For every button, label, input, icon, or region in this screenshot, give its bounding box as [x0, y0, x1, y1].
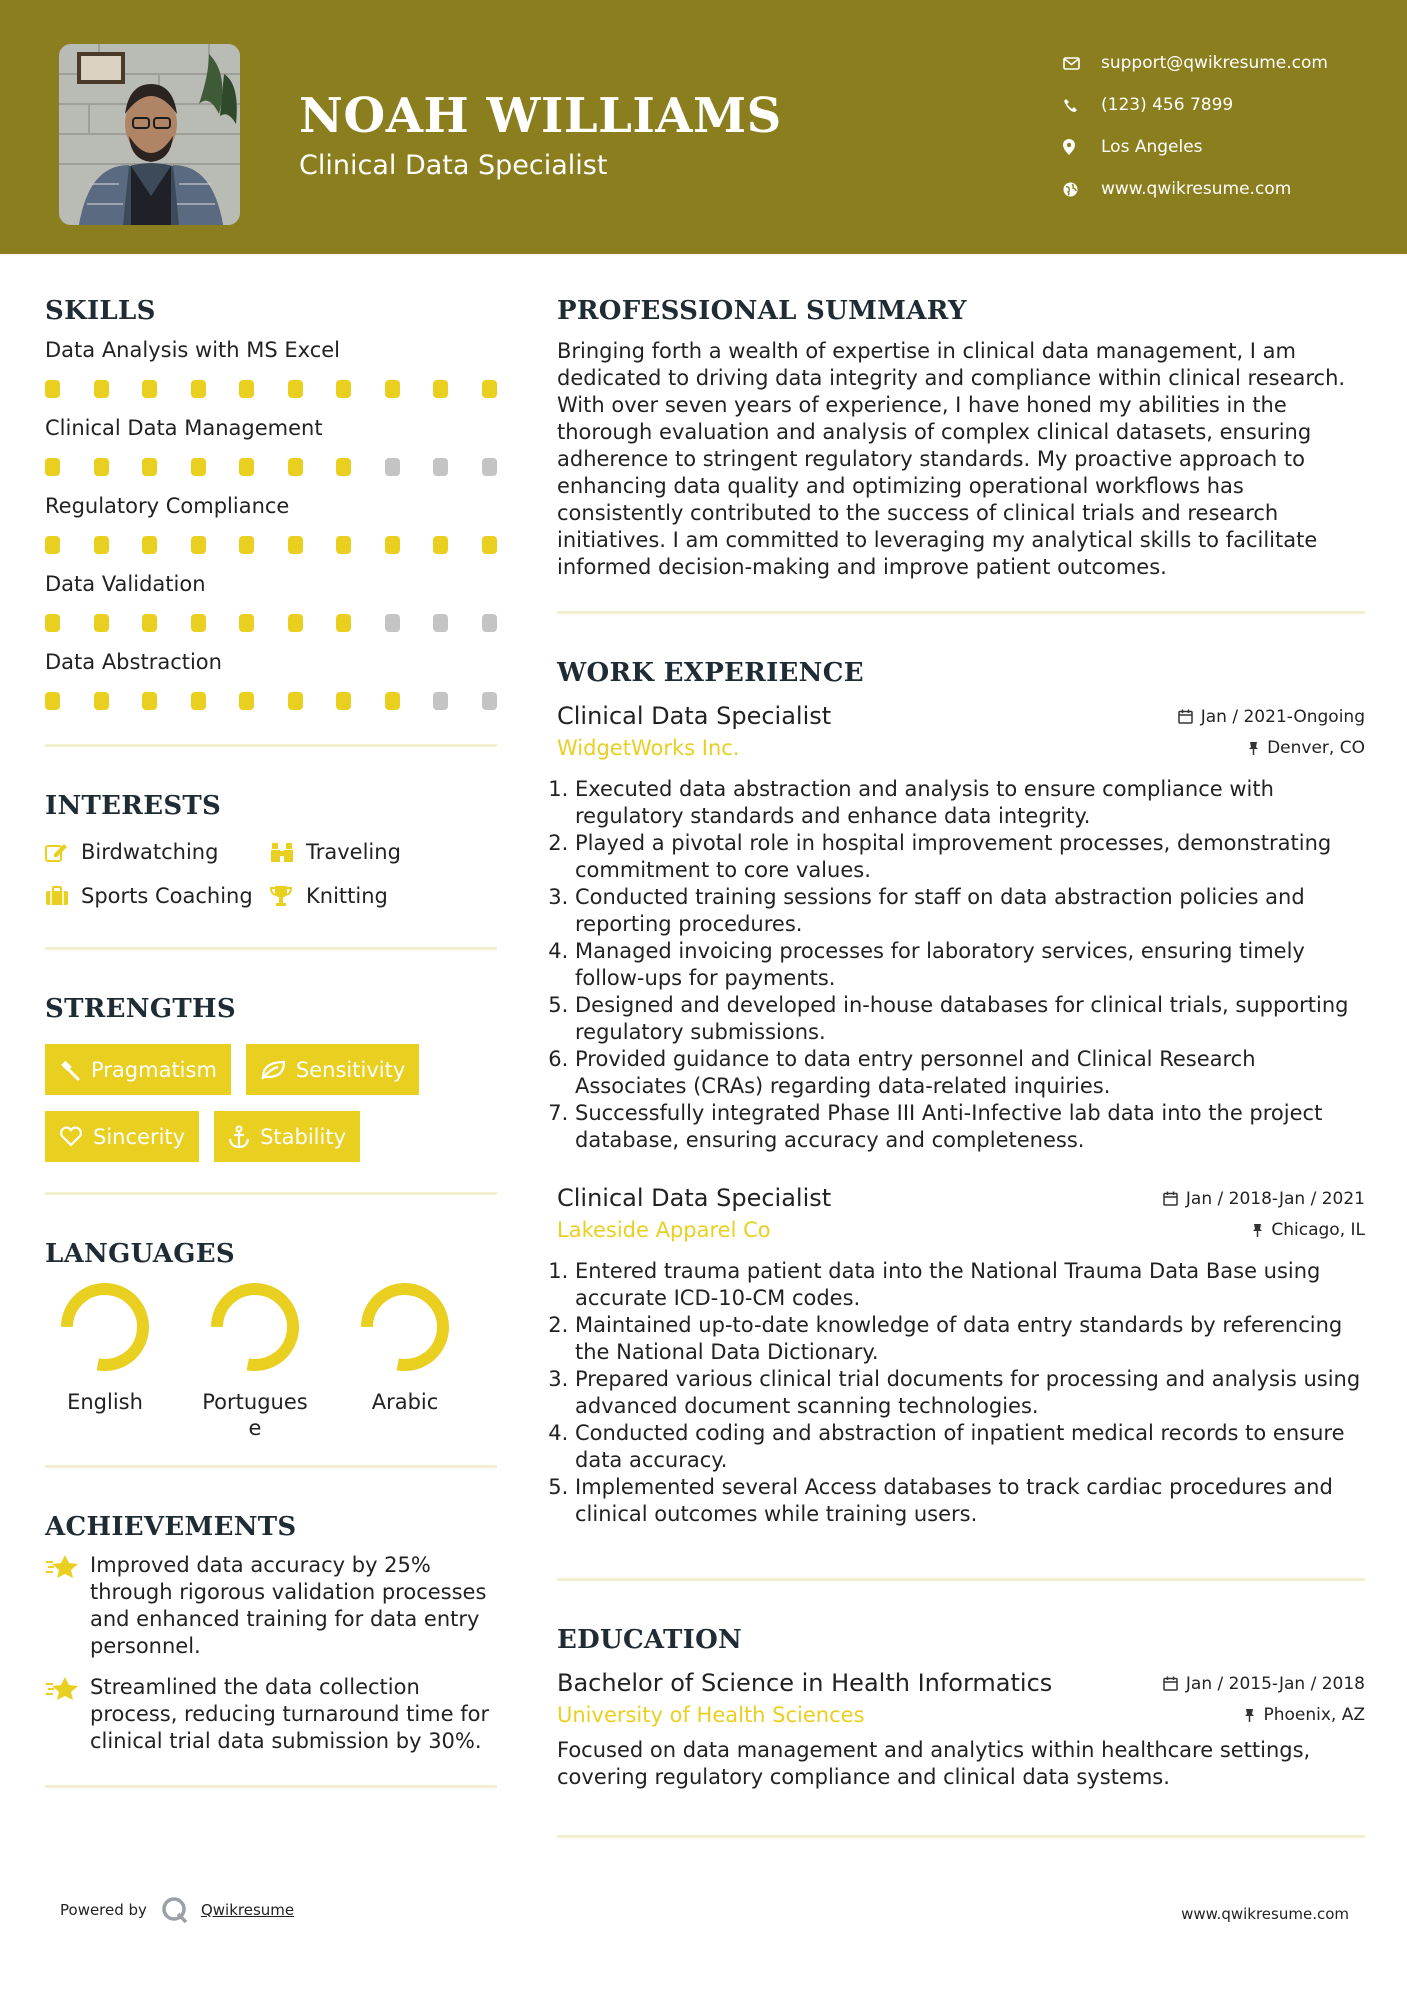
skill-rating: [45, 692, 497, 710]
skill-dot: [239, 692, 254, 710]
skill-rating: [45, 536, 497, 554]
education-dates: [1163, 1674, 1365, 1694]
interest-item: [45, 837, 270, 867]
skill-dot: [239, 536, 254, 554]
languages-heading: LANGUAGES: [45, 1239, 235, 1269]
skill-item: [45, 494, 497, 554]
globe-icon: [1063, 182, 1101, 197]
skill-dot: [288, 380, 303, 398]
trophy-icon: [270, 885, 306, 907]
duty-item: 6. Provided guidance to data entry personnel and Clinical Research Associates (CRAs) regarding data-related inquiries.: [575, 1046, 1365, 1100]
footer-url[interactable]: www.qwikresume.com: [1181, 1905, 1349, 1923]
job-entry: [557, 1184, 1365, 1528]
job-location-text: Denver, CO: [1267, 738, 1365, 758]
language-level-ring: [355, 1277, 455, 1377]
strength-label: Stability: [260, 1124, 347, 1149]
summary-text: Bringing forth a wealth of expertise in clinical data management, I am dedicated to driving data integrity and compliance within clinical research. With over seven years of experience, I have honed my abilities in the thorough evaluation and analysis of complex clinical datasets, ensuring adherence to stringent regulatory standards. My proactive approach to enhancing data quality and optimizing operational workflows has consistently contributed to the success of clinical trials and research initiatives. I am committed to leveraging my analytical skills to facilitate informed decision-making and improve patient outcomes.: [557, 339, 1346, 579]
duty-item: 4. Conducted coding and abstraction of inpatient medical records to ensure data accuracy.: [575, 1420, 1365, 1474]
duty-item: 1. Entered trauma patient data into the National Trauma Data Base using accurate ICD-10-CM codes.: [575, 1258, 1365, 1312]
interest-label: Knitting: [306, 884, 388, 908]
interests-section: [45, 791, 497, 911]
skill-dot: [142, 380, 157, 398]
summary-heading: PROFESSIONAL SUMMARY: [557, 296, 967, 326]
achievements-section: [45, 1512, 497, 1755]
skill-dot: [142, 536, 157, 554]
skill-rating: [45, 458, 497, 476]
duty-item: 4. Managed invoicing processes for laboratory services, ensuring timely follow-ups for payments.: [575, 938, 1365, 992]
job-location-text: Chicago, IL: [1271, 1220, 1365, 1240]
education-location: [1244, 1705, 1365, 1725]
skill-name: Regulatory Compliance: [45, 494, 290, 518]
education-location-text: Phoenix, AZ: [1263, 1705, 1365, 1725]
education-dates-text: Jan / 2015-Jan / 2018: [1185, 1673, 1365, 1694]
skill-dot: [482, 458, 497, 476]
briefcase-icon: [45, 886, 81, 906]
summary-section: [557, 296, 1365, 581]
contact-location-text: Los Angeles: [1101, 137, 1203, 157]
interests-heading: INTERESTS: [45, 791, 222, 821]
skill-dot: [336, 458, 351, 476]
job-entry: [557, 702, 1365, 1154]
calendar-icon: [1163, 1676, 1178, 1691]
education-section: [557, 1625, 1365, 1791]
language-item: [45, 1277, 165, 1415]
skill-dot: [45, 536, 60, 554]
job-dates-text: Jan / 2021-Ongoing: [1200, 706, 1365, 727]
skill-dot: [45, 458, 60, 476]
envelope-icon: [1063, 57, 1101, 70]
section-divider: [45, 947, 497, 950]
skill-dot: [433, 380, 448, 398]
skill-dot: [336, 614, 351, 632]
calendar-icon: [1178, 709, 1193, 724]
job-dates: [1178, 707, 1365, 727]
skill-dot: [482, 692, 497, 710]
skill-dot: [191, 536, 206, 554]
skill-name: Clinical Data Management: [45, 416, 323, 440]
school-name: University of Health Sciences: [557, 1703, 865, 1727]
skill-dot: [191, 614, 206, 632]
strengths-heading: STRENGTHS: [45, 994, 236, 1024]
skill-dot: [45, 692, 60, 710]
language-level-arc: [67, 1289, 143, 1365]
skill-dot: [433, 692, 448, 710]
footer-powered-by: [60, 1896, 294, 1924]
strengths-section: [45, 994, 497, 1162]
skill-dot: [385, 536, 400, 554]
skill-name: Data Abstraction: [45, 650, 222, 674]
skills-heading: SKILLS: [45, 296, 156, 326]
achievements-heading: ACHIEVEMENTS: [45, 1512, 297, 1542]
qwikresume-logo-icon: [161, 1896, 189, 1924]
contact-email-text: support@qwikresume.com: [1101, 53, 1328, 73]
skill-dot: [94, 380, 109, 398]
duty-item: 5. Implemented several Access databases to track cardiac procedures and clinical outcomes while training users.: [575, 1474, 1365, 1528]
skill-dot: [433, 614, 448, 632]
contact-email[interactable]: [1063, 42, 1328, 84]
interest-item: [45, 881, 270, 911]
strength-tag: [214, 1111, 360, 1162]
degree-title: Bachelor of Science in Health Informatics: [557, 1669, 1053, 1697]
achievement-text: Improved data accuracy by 25% through rigorous validation processes and enhanced training for data entry personnel.: [90, 1553, 487, 1658]
strength-tag: [45, 1111, 199, 1162]
language-name: [195, 1389, 315, 1441]
candidate-title: Clinical Data Specialist: [299, 150, 608, 181]
skill-dot: [336, 536, 351, 554]
strength-label: Sincerity: [93, 1124, 186, 1149]
skill-dot: [288, 692, 303, 710]
candidate-name: NOAH WILLIAMS: [299, 88, 782, 144]
skill-dot: [94, 692, 109, 710]
job-location: [1252, 1220, 1365, 1240]
skill-dot: [385, 614, 400, 632]
education-heading: EDUCATION: [557, 1625, 743, 1655]
skill-dot: [191, 458, 206, 476]
strength-tag: [246, 1044, 419, 1095]
pushpin-icon: [1248, 741, 1259, 756]
interest-label: Sports Coaching: [81, 884, 253, 908]
resume-header: [0, 0, 1407, 254]
interest-label: Traveling: [306, 840, 401, 864]
gavel-icon: [59, 1059, 81, 1081]
qwikresume-link[interactable]: Qwikresume: [200, 1901, 295, 1919]
section-divider: [45, 1192, 497, 1195]
skill-dot: [239, 380, 254, 398]
skill-dot: [433, 458, 448, 476]
skill-dot: [142, 692, 157, 710]
skill-dot: [45, 380, 60, 398]
strength-label: Pragmatism: [91, 1057, 217, 1082]
job-title: Clinical Data Specialist: [557, 702, 832, 730]
contact-phone[interactable]: [1063, 84, 1328, 126]
duty-item: 3. Prepared various clinical trial documents for processing and analysis using advanced document scanning technologies.: [575, 1366, 1365, 1420]
skill-item: [45, 338, 497, 398]
skill-dot: [482, 536, 497, 554]
skill-dot: [94, 614, 109, 632]
section-divider: [45, 1785, 497, 1788]
skill-dot: [239, 458, 254, 476]
duty-item: 2. Maintained up-to-date knowledge of data entry standards by referencing the National Data Dictionary.: [575, 1312, 1365, 1366]
heart-icon: [59, 1126, 83, 1147]
skill-name: Data Validation: [45, 572, 206, 596]
experience-section: [557, 658, 1365, 1528]
right-column: [557, 296, 1365, 1838]
section-divider: [557, 611, 1365, 614]
language-level-ring: [205, 1277, 305, 1377]
skill-dot: [288, 458, 303, 476]
job-duties: [557, 1258, 1365, 1528]
skill-dot: [239, 614, 254, 632]
skill-dot: [482, 614, 497, 632]
interest-item: [270, 881, 497, 911]
job-duties: [557, 776, 1365, 1154]
binoculars-icon: [270, 841, 306, 863]
interest-item: [270, 837, 497, 867]
language-level-arc: [217, 1289, 293, 1365]
anchor-icon: [228, 1125, 250, 1149]
contact-location: [1063, 126, 1328, 168]
skill-dot: [288, 614, 303, 632]
skill-dot: [191, 380, 206, 398]
section-divider: [45, 1465, 497, 1468]
skill-dot: [191, 692, 206, 710]
duty-item: 7. Successfully integrated Phase III Anti-Infective lab data into the project database, ensuring accuracy and completeness.: [575, 1100, 1365, 1154]
skill-dot: [142, 614, 157, 632]
education-description: Focused on data management and analytics within healthcare settings, covering regulatory compliance and clinical data systems.: [557, 1738, 1311, 1789]
profile-photo-image: [59, 44, 240, 225]
duty-item: 2. Played a pivotal role in hospital improvement processes, demonstrating commitment to core values.: [575, 830, 1365, 884]
left-column: [45, 296, 497, 1788]
duty-item: 3. Conducted training sessions for staff on data abstraction policies and reporting procedures.: [575, 884, 1365, 938]
achievement-item: [45, 1552, 497, 1660]
duty-item: 1. Executed data abstraction and analysis to ensure compliance with regulatory standards and enhance data integrity.: [575, 776, 1365, 830]
pencil-square-icon: [45, 842, 81, 862]
language-name-text: Portuguese: [202, 1390, 308, 1440]
section-divider: [45, 744, 497, 747]
contact-list: [1063, 42, 1328, 210]
skill-dot: [94, 458, 109, 476]
language-name: Arabic: [371, 1390, 439, 1414]
skill-item: [45, 416, 497, 476]
language-item: [195, 1277, 315, 1441]
skill-rating: [45, 614, 497, 632]
map-pin-icon: [1063, 139, 1101, 155]
duty-item: 5. Designed and developed in-house databases for clinical trials, supporting regulatory submissions.: [575, 992, 1365, 1046]
skill-dot: [336, 380, 351, 398]
skill-dot: [288, 536, 303, 554]
contact-phone-text: (123) 456 7899: [1101, 95, 1234, 115]
skill-dot: [385, 380, 400, 398]
skill-dot: [433, 536, 448, 554]
calendar-icon: [1163, 1191, 1178, 1206]
language-item: [345, 1277, 465, 1415]
job-dates-text: Jan / 2018-Jan / 2021: [1185, 1188, 1365, 1209]
skills-section: [45, 296, 497, 710]
company-name: Lakeside Apparel Co: [557, 1218, 771, 1242]
skill-name: Data Analysis with MS Excel: [45, 338, 340, 362]
interest-label: Birdwatching: [81, 840, 219, 864]
experience-heading: WORK EXPERIENCE: [557, 658, 864, 688]
language-level-arc: [367, 1289, 443, 1365]
skill-dot: [45, 614, 60, 632]
job-title: Clinical Data Specialist: [557, 1184, 832, 1212]
strength-tag: [45, 1044, 231, 1095]
achievement-item: [45, 1674, 497, 1755]
job-dates: [1163, 1189, 1365, 1209]
star-icon: [45, 1552, 90, 1660]
skill-dot: [336, 692, 351, 710]
skill-item: [45, 572, 497, 632]
star-icon: [45, 1674, 90, 1755]
company-name: WidgetWorks Inc.: [557, 736, 740, 760]
contact-website[interactable]: [1063, 168, 1328, 210]
skill-dot: [142, 458, 157, 476]
language-level-ring: [55, 1277, 155, 1377]
skill-dot: [94, 536, 109, 554]
strength-label: Sensitivity: [295, 1057, 406, 1082]
pushpin-icon: [1244, 1708, 1255, 1723]
skill-item: [45, 650, 497, 710]
achievement-text: Streamlined the data collection process, reducing turnaround time for clinical trial data submission by 30%.: [90, 1675, 490, 1753]
job-location: [1248, 738, 1365, 758]
language-name: English: [67, 1390, 143, 1414]
skill-dot: [482, 380, 497, 398]
contact-website-text: www.qwikresume.com: [1101, 179, 1292, 199]
languages-section: [45, 1239, 497, 1447]
section-divider: [557, 1578, 1365, 1581]
profile-photo: [59, 44, 240, 225]
skill-dot: [385, 692, 400, 710]
skill-rating: [45, 380, 497, 398]
phone-icon: [1063, 98, 1101, 113]
education-entry: [557, 1669, 1365, 1791]
skill-dot: [385, 458, 400, 476]
powered-by-text: Powered by: [60, 1901, 147, 1919]
leaf-icon: [260, 1060, 286, 1080]
section-divider: [557, 1835, 1365, 1838]
pushpin-icon: [1252, 1223, 1263, 1238]
